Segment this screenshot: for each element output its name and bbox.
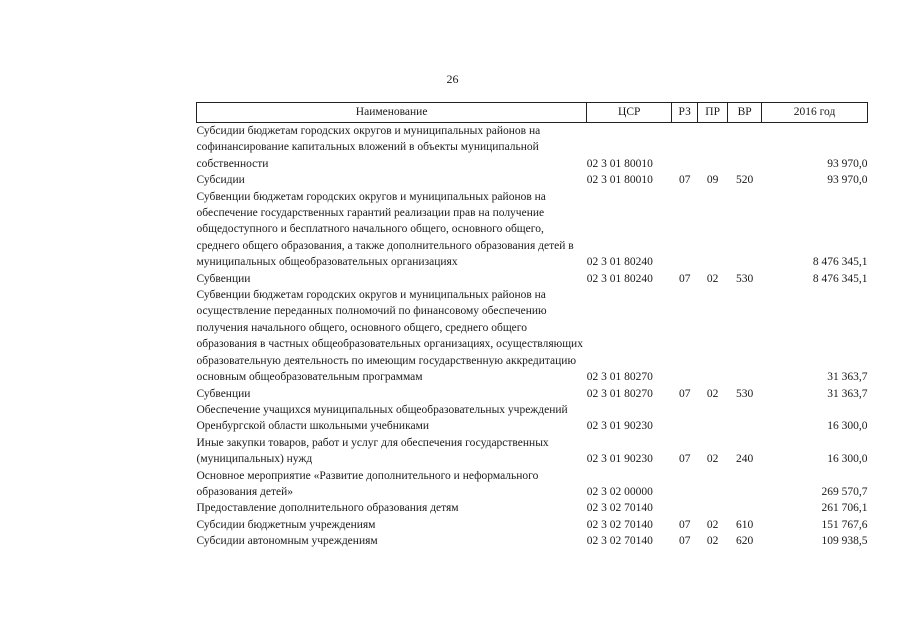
row-csr: 02 3 02 00000 bbox=[586, 485, 653, 498]
row-vr: 620 bbox=[735, 535, 754, 548]
row-name: Предоставление дополнительного образования детям bbox=[196, 502, 459, 515]
row-pr: 02 bbox=[706, 387, 719, 400]
table-row bbox=[197, 172, 868, 188]
header-vr: ВР bbox=[728, 103, 762, 123]
row-name: Субсидии бюджетам городских округов и муниципальных районов на софинансирование капитальных вложений в объекты муниципальной собственности bbox=[196, 125, 541, 170]
row-pr bbox=[698, 500, 728, 516]
row-name: Субвенции bbox=[196, 272, 251, 285]
row-rz: 07 bbox=[678, 535, 691, 548]
row-amount: 16 300,0 bbox=[827, 420, 868, 433]
row-rz: 07 bbox=[678, 453, 691, 466]
row-rz: 07 bbox=[678, 518, 691, 531]
row-pr: 09 bbox=[706, 174, 719, 187]
header-pr: ПР bbox=[698, 103, 728, 123]
row-amount: 93 970,0 bbox=[827, 157, 868, 170]
row-rz bbox=[672, 500, 698, 516]
row-pr: 02 bbox=[706, 535, 719, 548]
row-rz bbox=[672, 123, 698, 173]
budget-table bbox=[196, 102, 868, 550]
table-row bbox=[197, 500, 868, 516]
row-pr bbox=[698, 402, 728, 435]
row-name: Обеспечение учащихся муниципальных общеобразовательных учреждений Оренбургской области школьными учебниками bbox=[196, 403, 568, 433]
row-csr: 02 3 01 80010 bbox=[586, 157, 653, 170]
table-row bbox=[197, 517, 868, 533]
row-rz bbox=[672, 189, 698, 271]
table-row bbox=[197, 435, 868, 468]
row-csr: 02 3 01 90230 bbox=[586, 453, 653, 466]
row-rz bbox=[672, 287, 698, 385]
row-vr bbox=[728, 123, 762, 173]
row-vr bbox=[728, 402, 762, 435]
row-name: Субвенции бюджетам городских округов и муниципальных районов на осуществление переданных полномочий по финансовому обеспечению получения начального общего, основного общего, среднего общего образования в частных общеобразовательных организациях, осуществляющих образовательную деятельность по имеющим государственную аккредитацию основным общеобразовательным программам bbox=[196, 289, 583, 384]
row-amount: 151 767,6 bbox=[821, 518, 868, 531]
row-name: Субвенции бюджетам городских округов и муниципальных районов на обеспечение государственных гарантий реализации прав на получение общедоступного и бесплатного начального общего, основного общего, среднего общего образования, а также дополнительного образования детей в муниципальных общеобразовательных организациях bbox=[196, 190, 574, 269]
row-amount: 8 476 345,1 bbox=[812, 256, 868, 269]
row-vr: 530 bbox=[735, 272, 754, 285]
row-vr bbox=[728, 287, 762, 385]
row-name: Основное мероприятие «Развитие дополнительного и неформального образования детей» bbox=[196, 469, 539, 498]
row-csr: 02 3 01 80240 bbox=[586, 272, 653, 285]
row-vr: 610 bbox=[735, 518, 754, 531]
row-vr bbox=[728, 189, 762, 271]
row-amount: 8 476 345,1 bbox=[812, 272, 868, 285]
header-name: Наименование bbox=[197, 103, 587, 123]
table-row bbox=[197, 123, 868, 173]
row-vr: 240 bbox=[735, 453, 754, 466]
table-row bbox=[197, 468, 868, 501]
table-row bbox=[197, 271, 868, 287]
row-csr: 02 3 01 80270 bbox=[586, 387, 653, 400]
row-amount: 269 570,7 bbox=[821, 485, 868, 498]
header-rz: РЗ bbox=[672, 103, 698, 123]
row-pr bbox=[698, 189, 728, 271]
row-csr: 02 3 02 70140 bbox=[586, 535, 653, 548]
row-rz bbox=[672, 468, 698, 501]
row-name: Иные закупки товаров, работ и услуг для обеспечения государственных (муниципальных) нужд bbox=[196, 436, 549, 466]
table-row bbox=[197, 402, 868, 435]
row-pr bbox=[698, 468, 728, 501]
table-header-row bbox=[197, 103, 868, 123]
row-rz: 07 bbox=[678, 174, 691, 187]
row-amount: 31 363,7 bbox=[827, 371, 868, 384]
table-row bbox=[197, 533, 868, 549]
header-csr: ЦСР bbox=[587, 103, 672, 123]
row-pr: 02 bbox=[706, 453, 719, 466]
row-pr: 02 bbox=[706, 518, 719, 531]
row-pr bbox=[698, 287, 728, 385]
table-row bbox=[197, 189, 868, 271]
row-csr: 02 3 01 90230 bbox=[586, 420, 653, 433]
row-vr bbox=[728, 500, 762, 516]
row-amount: 109 938,5 bbox=[821, 535, 868, 548]
row-amount: 261 706,1 bbox=[821, 502, 868, 515]
row-amount: 93 970,0 bbox=[827, 174, 868, 187]
row-csr: 02 3 02 70140 bbox=[586, 502, 653, 515]
row-vr: 530 bbox=[735, 387, 754, 400]
page-number: 26 bbox=[446, 72, 459, 86]
row-rz bbox=[672, 402, 698, 435]
row-csr: 02 3 01 80270 bbox=[586, 371, 653, 384]
row-name: Субвенции bbox=[196, 387, 251, 400]
row-rz: 07 bbox=[678, 272, 691, 285]
table-row bbox=[197, 287, 868, 385]
row-vr: 520 bbox=[735, 174, 754, 187]
row-name: Субсидии автономным учреждениям bbox=[196, 535, 378, 548]
row-pr: 02 bbox=[706, 272, 719, 285]
row-name: Субсидии бюджетным учреждениям bbox=[196, 518, 376, 531]
row-amount: 31 363,7 bbox=[827, 387, 868, 400]
row-csr: 02 3 01 80010 bbox=[586, 174, 653, 187]
row-csr: 02 3 02 70140 bbox=[586, 518, 653, 531]
row-vr bbox=[728, 468, 762, 501]
header-year: 2016 год bbox=[762, 103, 868, 123]
row-csr: 02 3 01 80240 bbox=[586, 256, 653, 269]
table-row bbox=[197, 386, 868, 402]
row-rz: 07 bbox=[678, 387, 691, 400]
row-name: Субсидии bbox=[196, 174, 245, 187]
row-amount: 16 300,0 bbox=[827, 453, 868, 466]
row-pr bbox=[698, 123, 728, 173]
